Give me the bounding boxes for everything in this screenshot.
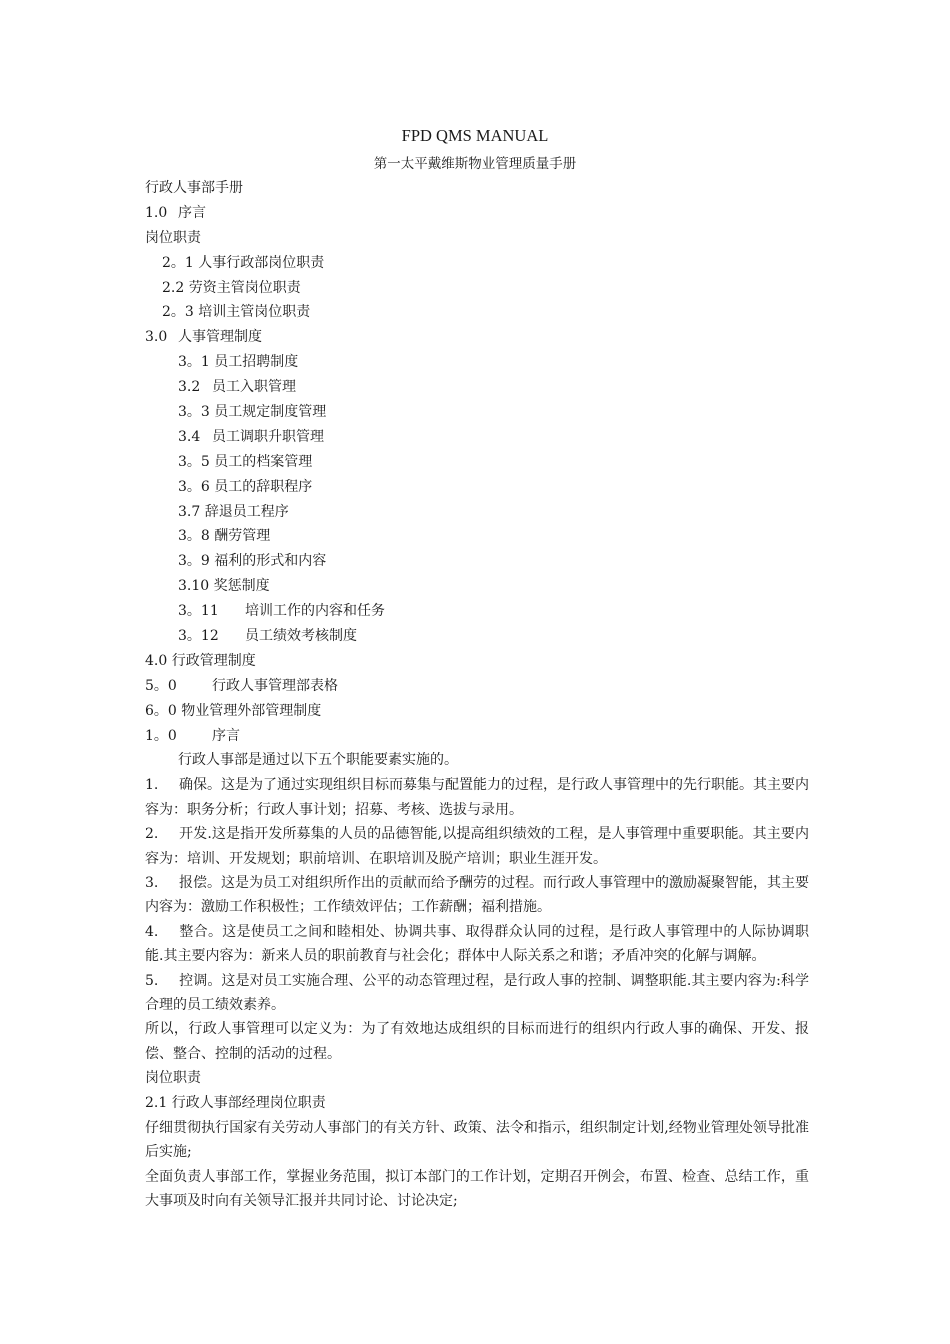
toc-item: [145, 375, 809, 400]
toc-item: [145, 599, 809, 624]
toc-item: [145, 450, 809, 475]
toc-number: 2。1: [162, 254, 194, 271]
numbered-paragraph: [145, 920, 809, 969]
toc-number: 3.0: [145, 329, 168, 346]
duty-paragraph: 全面负责人事部工作，掌握业务范围，拟订本部门的工作计划，定期召开例会，布置、检查、总结工作，重大事项及时向有关领导汇报并共同讨论、讨论决定;: [145, 1168, 809, 1210]
toc-text: 培训工作的内容和任务: [245, 603, 385, 620]
toc-item: [145, 524, 809, 549]
numbered-paragraph: [145, 871, 809, 920]
paragraph-text: 开发.这是指开发所募集的人员的品德智能,以提高组织绩效的工程，是人事管理中重要职能。其主要内容为：培训、开发规划；职前培训、在职培训及脱产培训；职业生涯开发。: [145, 826, 809, 867]
toc-item: [145, 201, 809, 226]
paragraph-number: 3.: [145, 875, 159, 891]
toc-text: 员工调职升职管理: [212, 428, 324, 445]
numbered-paragraph: [145, 773, 809, 822]
section-title: 序言: [212, 727, 240, 744]
toc-text: 序言: [178, 204, 206, 221]
toc-number: 1.0: [145, 204, 168, 221]
toc-item: [145, 674, 809, 699]
subsection-heading: 2.1 行政人事部经理岗位职责: [145, 1095, 326, 1112]
toc-number: 3。12: [178, 628, 219, 645]
document-title: FPD QMS MANUAL: [401, 126, 549, 145]
toc-text: 奖惩制度: [213, 578, 270, 595]
toc-number: 2。3: [162, 304, 194, 321]
toc-text: 福利的形式和内容: [214, 553, 327, 570]
numbered-paragraph: [145, 969, 809, 1018]
paragraph-text: 整合。这是使员工之间和睦相处、协调共事、取得群众认同的过程，是行政人事管理中的人际协调职能.其主要内容为：新来人员的职前教育与社会化；群体中人际关系之和谐；矛盾冲突的化解与调解。: [145, 923, 809, 965]
toc-number: 3。6: [178, 478, 210, 495]
section-number: 1。0: [145, 727, 177, 744]
toc-text: 劳资主管岗位职责: [188, 279, 301, 296]
toc-text: 行政人事管理部表格: [212, 677, 338, 694]
toc-item: [145, 276, 809, 301]
toc-number: 5。0: [145, 677, 177, 694]
paragraph-number: 1.: [145, 777, 159, 794]
toc-item: [145, 649, 809, 674]
toc-item: [145, 699, 809, 724]
section-heading: [145, 724, 809, 749]
intro-paragraph: 行政人事部是通过以下五个职能要素实施的。: [178, 752, 458, 769]
toc-section-heading: 岗位职责: [145, 229, 201, 246]
toc-text: 酬劳管理: [214, 528, 271, 545]
toc-text: 员工规定制度管理: [214, 404, 327, 421]
toc-text: 员工的档案管理: [214, 453, 313, 470]
duty-paragraph: 仔细贯彻执行国家有关劳动人事部门的有关方针、政策、法令和指示，组织制定计划,经物业管理处领导批准后实施;: [145, 1120, 809, 1161]
toc-text: 员工入职管理: [212, 379, 296, 396]
section-heading: 岗位职责: [145, 1070, 201, 1087]
toc-number: 3。3: [178, 404, 210, 421]
toc-number: 3。1: [178, 354, 210, 371]
document-body: [145, 176, 809, 1214]
toc-item: [145, 425, 809, 450]
definition-paragraph: 所以，行政人事管理可以定义为：为了有效地达成组织的目标而进行的组织内行政人事的确保、开发、报偿、整合、控制的活动的过程。: [145, 1021, 809, 1062]
toc-text: 辞退员工程序: [204, 503, 289, 520]
toc-number: 3.4: [178, 428, 201, 445]
toc-number: 3.10: [178, 578, 210, 595]
toc-item: [145, 574, 809, 599]
toc-item: [145, 549, 809, 574]
toc-item: [145, 350, 809, 375]
toc-text: 人事管理制度: [178, 329, 262, 346]
toc-number: 3。11: [178, 603, 219, 620]
toc-number: 3。8: [178, 528, 210, 545]
toc-number: 2.2: [162, 279, 185, 296]
toc-item: [145, 325, 809, 350]
numbered-paragraph: [145, 822, 809, 871]
toc-item: [145, 400, 809, 425]
toc-text: 行政管理制度: [171, 652, 256, 669]
toc-item: [145, 251, 809, 276]
toc-number: 3。5: [178, 453, 210, 470]
paragraph-number: 2.: [145, 826, 159, 843]
toc-text: 人事行政部岗位职责: [198, 254, 325, 271]
toc-text: 员工的辞职程序: [214, 478, 313, 495]
toc-number: 6。0: [145, 702, 177, 719]
toc-number: 3.2: [178, 379, 201, 396]
paragraph-number: 4.: [145, 923, 159, 940]
paragraph-text: 控调。这是对员工实施合理、公平的动态管理过程，是行政人事的控制、调整职能.其主要内容为:科学合理的员工绩效素养。: [145, 972, 809, 1014]
toc-text: 培训主管岗位职责: [198, 304, 311, 321]
toc-item: [145, 624, 809, 649]
document-subtitle: 第一太平戴维斯物业管理质量手册: [373, 156, 577, 172]
paragraph-text: 报偿。这是为员工对组织所作出的贡献而给予酬劳的过程。而行政人事管理中的激励凝聚智能，其主要内容为：激励工作积极性；工作绩效评估；工作薪酬；福利措施。: [145, 875, 809, 916]
toc-item: [145, 500, 809, 525]
toc-text: 员工绩效考核制度: [245, 628, 357, 645]
toc-item: [145, 300, 809, 325]
toc-item: [145, 475, 809, 500]
toc-heading: 行政人事部手册: [145, 180, 243, 196]
paragraph-number: 5.: [145, 972, 159, 989]
toc-text: 物业管理外部管理制度: [181, 702, 322, 719]
toc-number: 3.7: [178, 503, 201, 520]
paragraph-text: 确保。这是为了通过实现组织目标而募集与配置能力的过程，是行政人事管理中的先行职能。其主要内容为：职务分析；行政人事计划；招募、考核、选拔与录用。: [145, 777, 809, 818]
toc-number: 4.0: [145, 652, 168, 669]
toc-number: 3。9: [178, 553, 210, 570]
toc-text: 员工招聘制度: [214, 354, 299, 371]
